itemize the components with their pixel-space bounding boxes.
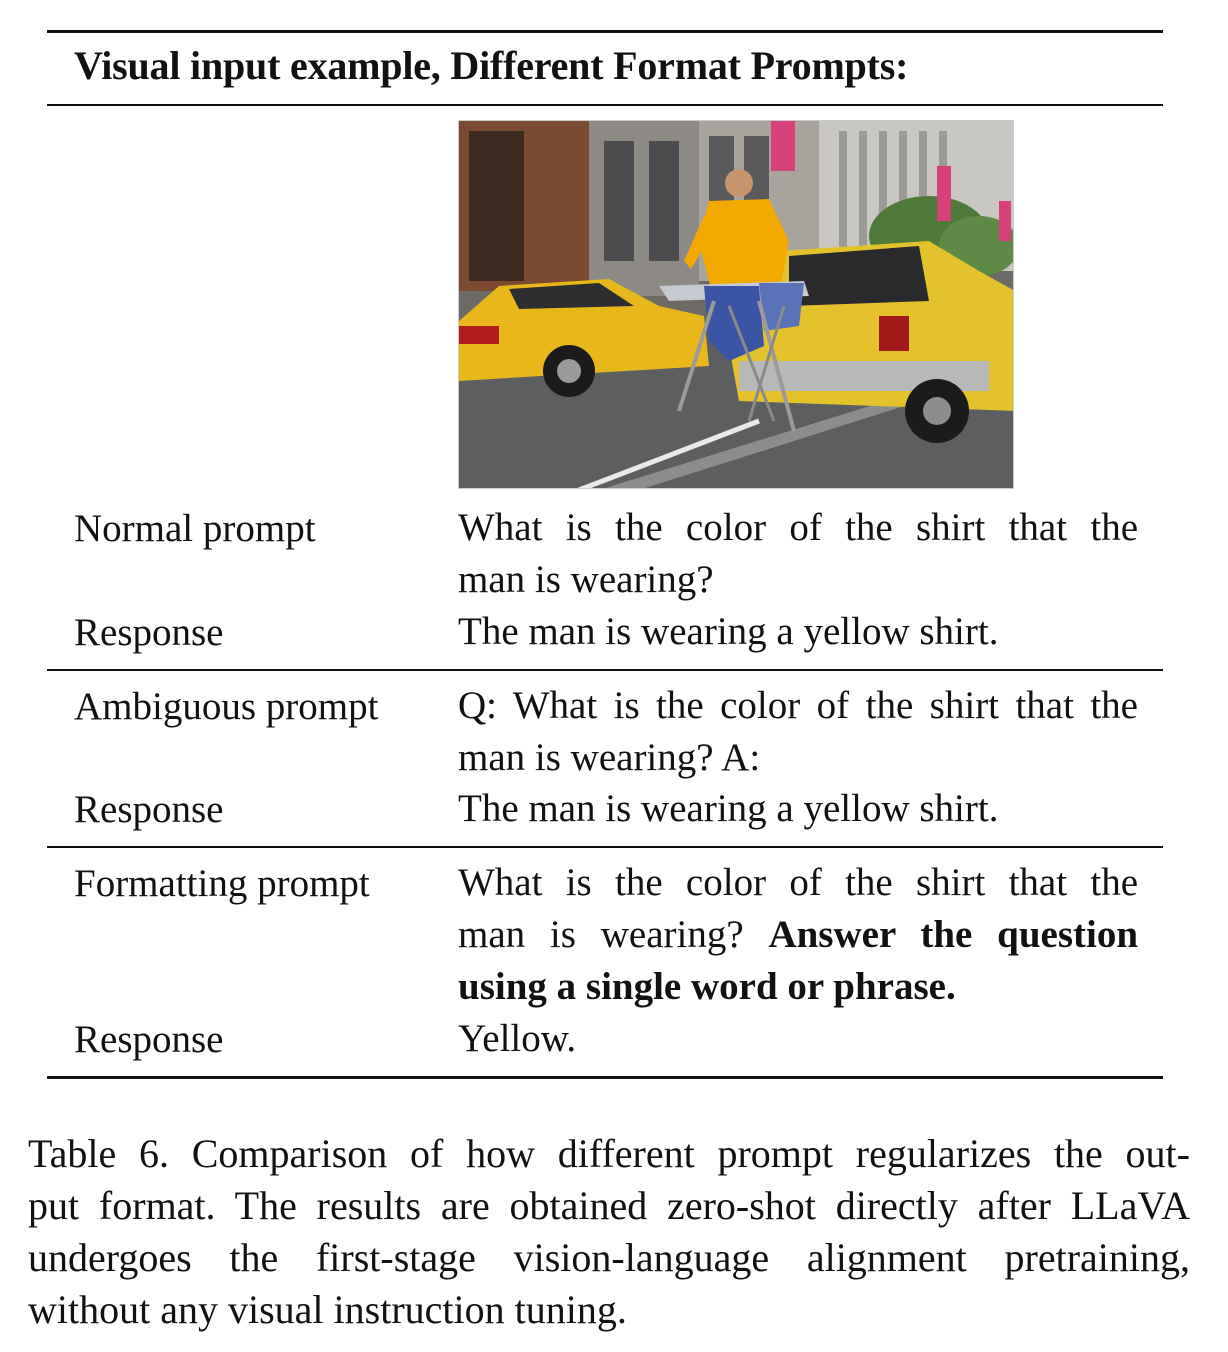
- row-label-normal-prompt: Normal prompt: [74, 507, 316, 550]
- table-title: Visual input example, Different Format Prompts:: [74, 43, 909, 88]
- formatting-prompt-line-2: [458, 909, 1138, 961]
- row-label-ambiguous-prompt: Ambiguous prompt: [74, 685, 379, 728]
- row-text-response-3: [458, 1013, 1138, 1065]
- caption-line-1: Table 6. Comparison of how different prompt regularizes the out-: [28, 1131, 1190, 1176]
- response-1-line-1: The man is wearing a yellow shirt.: [458, 610, 999, 653]
- normal-prompt-line-2: man is wearing?: [458, 558, 714, 601]
- ambiguous-prompt-line-1: Q: What is the color of the shirt that the: [458, 684, 1138, 727]
- section-rule-1: [47, 669, 1163, 671]
- response-3-line-1: Yellow.: [458, 1017, 577, 1060]
- header-rule: [47, 104, 1163, 106]
- ambiguous-prompt-line-2: man is wearing? A:: [458, 736, 761, 779]
- formatting-prompt-plain: man is wearing?: [458, 913, 769, 956]
- normal-prompt-line-1: What is the color of the shirt that the: [458, 506, 1138, 549]
- formatting-prompt-line-3: [458, 961, 1138, 1013]
- caption-line-3: undergoes the first-stage vision-language alignment pretraining,: [28, 1235, 1190, 1280]
- row-label-response-2: Response: [74, 788, 224, 831]
- caption-line-4: without any visual instruction tuning.: [28, 1287, 627, 1332]
- row-label-formatting-prompt: Formatting prompt: [74, 862, 370, 905]
- formatting-prompt-line-1: What is the color of the shirt that the: [458, 861, 1138, 904]
- row-label-response-1: Response: [74, 611, 224, 654]
- row-text-ambiguous-prompt: [458, 680, 1138, 784]
- row-text-normal-prompt: [458, 502, 1138, 606]
- table-bottom-rule: [47, 1076, 1163, 1079]
- row-text-response-2: [458, 783, 1138, 835]
- row-text-response-1: [458, 606, 1138, 658]
- formatting-prompt-bold-1: Answer the question: [768, 913, 1139, 956]
- caption-line-2: put format. The results are obtained zero-shot directly after LLaVA: [28, 1183, 1190, 1228]
- formatting-prompt-bold-2: using a single word or phrase.: [458, 965, 956, 1008]
- response-2-line-1: The man is wearing a yellow shirt.: [458, 787, 999, 830]
- row-label-response-3: Response: [74, 1018, 224, 1061]
- table-top-rule: [47, 30, 1163, 33]
- table-caption: [28, 1128, 1190, 1336]
- row-text-formatting-prompt: [458, 857, 1138, 1013]
- section-rule-2: [47, 846, 1163, 848]
- example-photo: [458, 120, 1014, 489]
